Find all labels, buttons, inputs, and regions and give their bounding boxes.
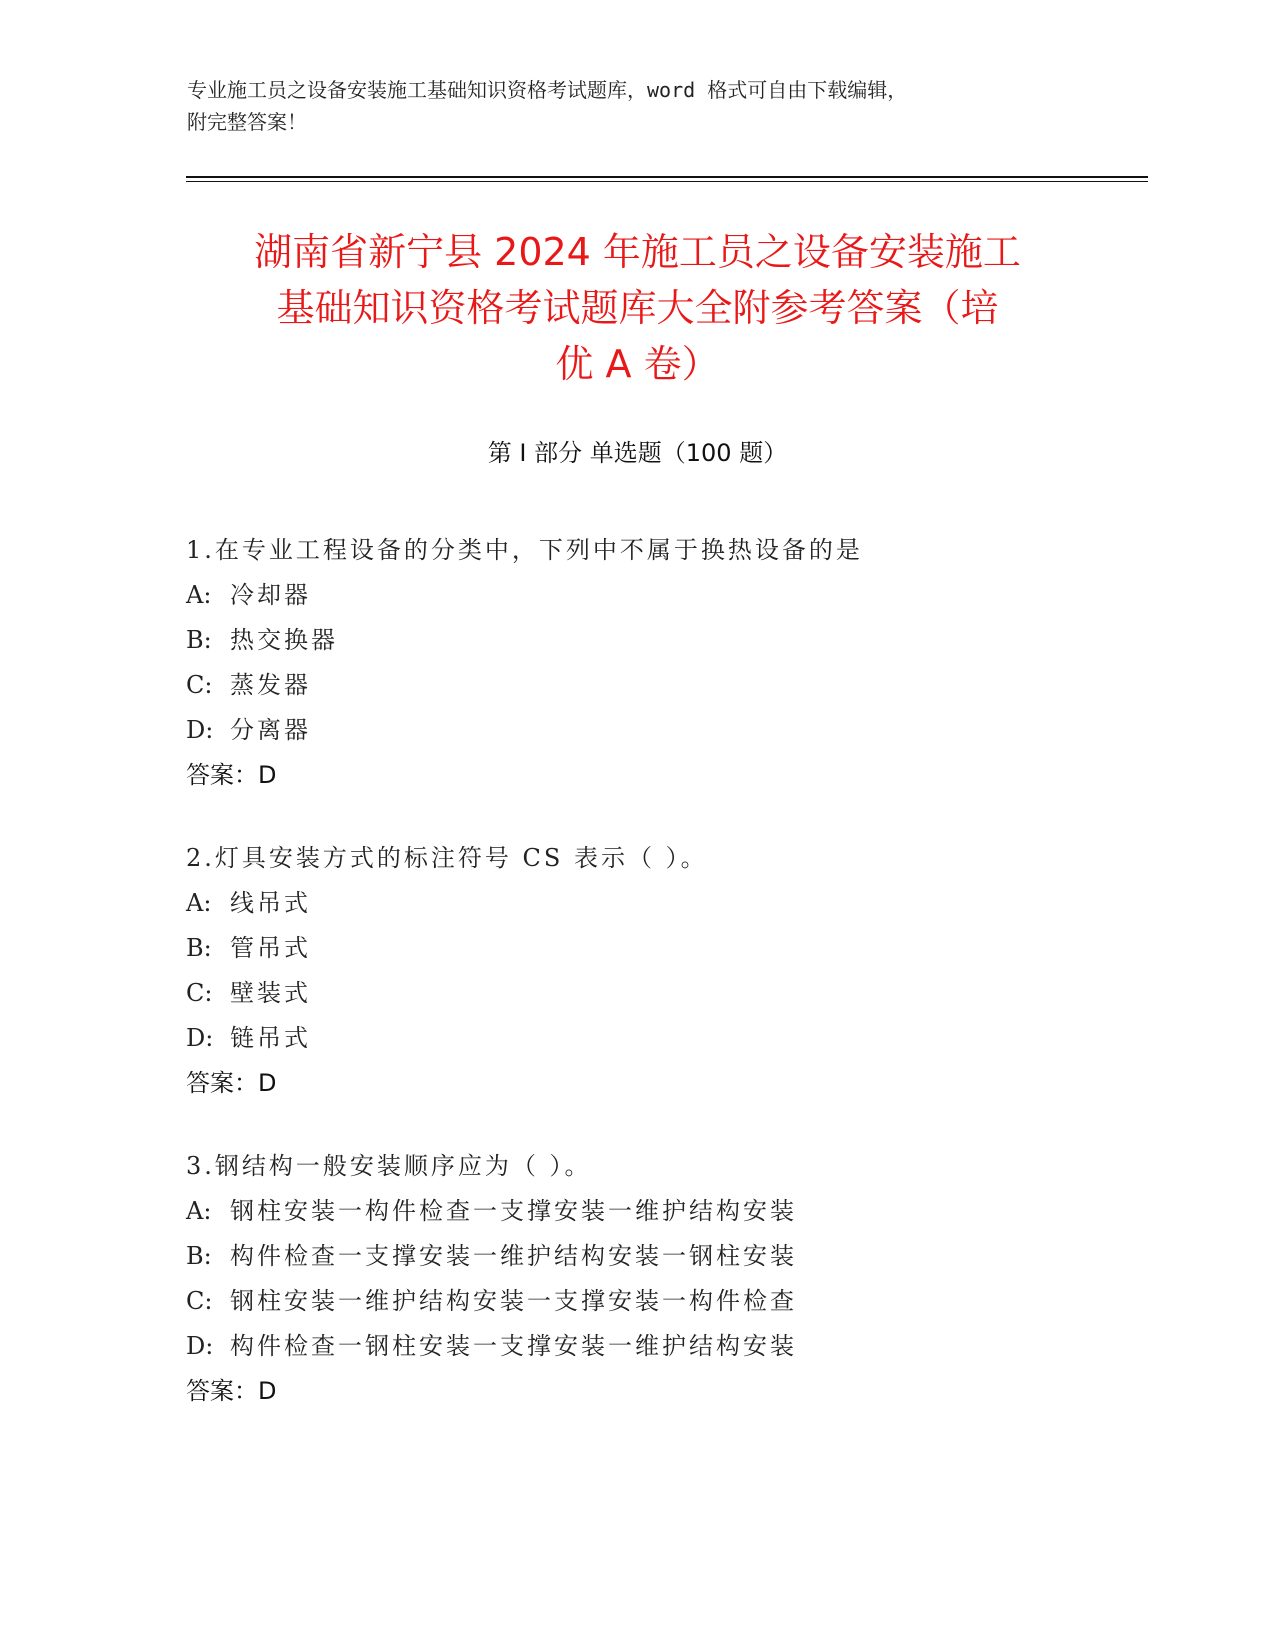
header-rule-thick [186,176,1148,178]
answer-line: 答案：D [186,761,277,789]
question-list [186,528,1136,1452]
option-b [186,1234,1136,1279]
question-stem: 2.灯具安装方式的标注符号 CS 表示（ ）。 [186,844,708,872]
option-d [186,1016,1136,1061]
option-a [186,1189,1136,1234]
option-key: B: [186,1242,212,1270]
option-text: 蒸发器 [230,671,311,699]
option-text: 壁装式 [230,979,311,1007]
question-item [186,528,1136,798]
option-text: 线吊式 [230,889,311,917]
question-stem: 1.在专业工程设备的分类中，下列中不属于换热设备的是 [186,536,863,564]
option-a [186,573,1136,618]
option-b [186,618,1136,663]
option-d [186,708,1136,753]
document-title-text: 湖南省新宁县 2024 年施工员之设备安装施工 基础知识资格考试题库大全附参考答案（培 优 A 卷） [254,230,1021,386]
option-key: A: [186,1197,212,1225]
option-key: D: [186,1024,214,1052]
option-text: 分离器 [230,716,311,744]
option-c [186,1279,1136,1324]
option-key: A: [186,581,212,609]
option-key: B: [186,934,212,962]
question-stem: 3.钢结构一般安装顺序应为（ ）。 [186,1152,592,1180]
option-text: 钢柱安装一构件检查一支撑安装一维护结构安装 [230,1197,797,1225]
option-key: C: [186,979,213,1007]
option-key: D: [186,716,214,744]
option-b [186,926,1136,971]
option-text: 冷却器 [230,581,311,609]
option-text: 构件检查一支撑安装一维护结构安装一钢柱安装 [230,1242,797,1270]
header-note: 专业施工员之设备安装施工基础知识资格考试题库，word 格式可自由下载编辑， 附完整答案！ [187,78,908,134]
option-text: 热交换器 [230,626,338,654]
question-item [186,1144,1136,1414]
answer-line: 答案：D [186,1377,277,1405]
option-key: C: [186,671,213,699]
option-text: 链吊式 [230,1024,311,1052]
option-key: D: [186,1332,214,1360]
option-text: 钢柱安装一维护结构安装一支撑安装一构件检查 [230,1287,797,1315]
option-key: B: [186,626,212,654]
question-item [186,836,1136,1106]
option-c [186,971,1136,1016]
option-d [186,1324,1136,1369]
option-text: 构件检查一钢柱安装一支撑安装一维护结构安装 [230,1332,797,1360]
option-text: 管吊式 [230,934,311,962]
answer-line: 答案：D [186,1069,277,1097]
option-c [186,663,1136,708]
header-rule-thin [186,181,1148,182]
option-a [186,881,1136,926]
section-title: 第 I 部分 单选题（100 题） [487,439,788,467]
option-key: C: [186,1287,213,1315]
option-key: A: [186,889,212,917]
document-title [150,224,1125,392]
